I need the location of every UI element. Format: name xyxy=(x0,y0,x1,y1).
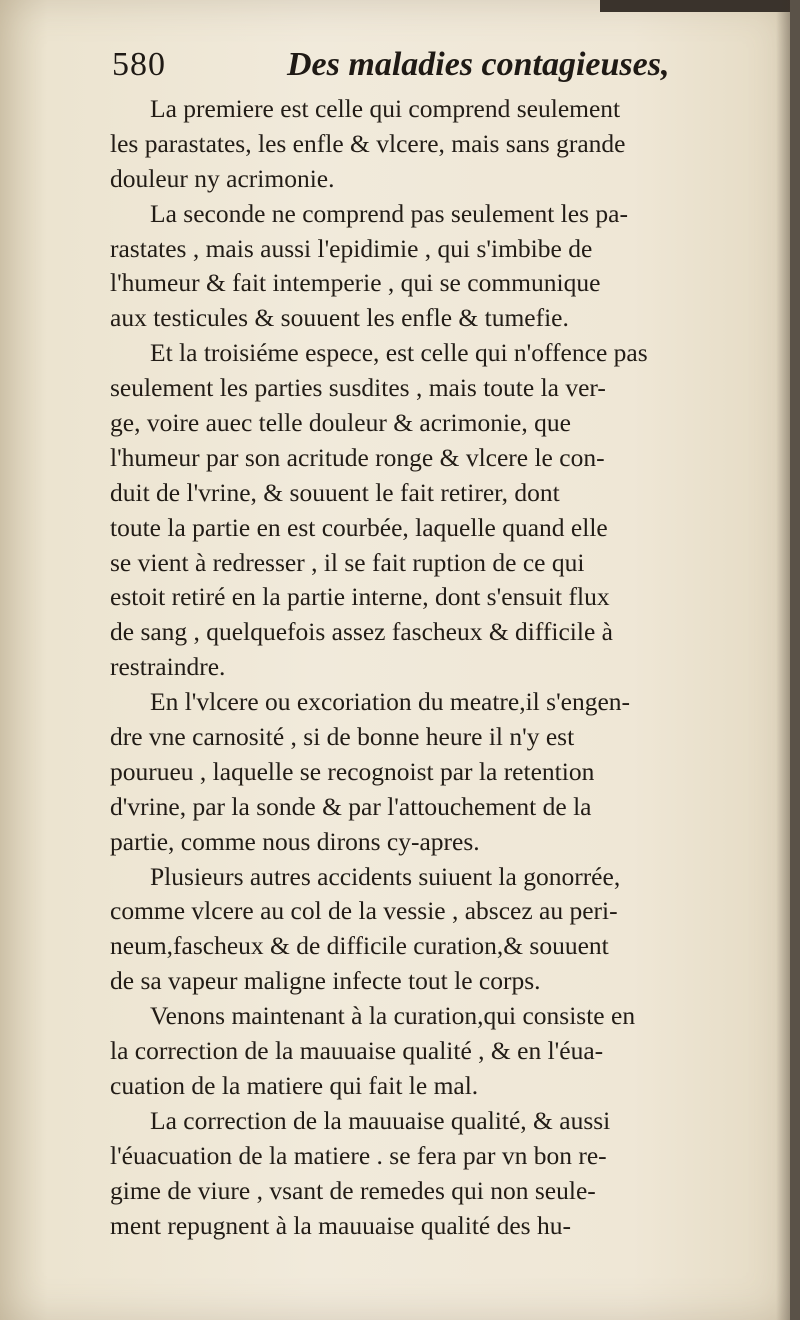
text-line: les parastates, les enfle & vlcere, mais sans grande xyxy=(110,128,626,158)
text-line: estoit retiré en la partie interne, dont s'ensuit flux xyxy=(110,582,610,612)
text-line: l'humeur & fait intemperie , qui se communique xyxy=(110,268,601,298)
text-line: aux testicules & souuent les enfle & tumefie. xyxy=(110,303,569,333)
page-header xyxy=(112,46,772,96)
text-line: rastates , mais aussi l'epidimie , qui s'imbibe de xyxy=(110,233,593,263)
text-line: de sa vapeur maligne infecte tout le corps. xyxy=(110,966,541,996)
text-line: toute la partie en est courbée, laquelle quand elle xyxy=(110,512,608,542)
text-line: cuation de la matiere qui fait le mal. xyxy=(110,1070,479,1100)
text-line: douleur ny acrimonie. xyxy=(110,163,335,193)
text-line: neum,fascheux & de difficile curation,& souuent xyxy=(110,931,609,961)
text-line: pourueu , laquelle se recognoist par la retention xyxy=(110,756,595,786)
text-line: partie, comme nous dirons cy-apres. xyxy=(110,826,480,856)
text-line: comme vlcere au col de la vessie , abscez au peri- xyxy=(110,896,618,926)
text-line: La seconde ne comprend pas seulement les pa- xyxy=(150,198,628,228)
text-line: ge, voire auec telle douleur & acrimonie, que xyxy=(110,408,571,438)
text-line: Et la troisiéme espece, est celle qui n'offence pas xyxy=(150,338,648,368)
text-line: la correction de la mauuaise qualité , & en l'éua- xyxy=(110,1036,604,1066)
running-head: Des maladies contagieuses, xyxy=(287,46,670,83)
text-line: En l'vlcere ou excoriation du meatre,il s'engen- xyxy=(150,687,631,717)
text-line: La correction de la mauuaise qualité, & aussi xyxy=(150,1105,611,1135)
text-line: Plusieurs autres accidents suiuent la gonorrée, xyxy=(150,861,621,891)
text-line: seulement les parties susdites , mais toute la ver- xyxy=(110,373,606,403)
text-line: duit de l'vrine, & souuent le fait retirer, dont xyxy=(110,477,560,507)
page-edge-shadow xyxy=(600,0,790,12)
page-number: 580 xyxy=(112,46,166,83)
body-text xyxy=(110,92,782,1243)
text-line: La premiere est celle qui comprend seulement xyxy=(150,94,621,123)
text-line: l'éuacuation de la matiere . se fera par vn bon re- xyxy=(110,1140,607,1170)
text-line: d'vrine, par la sonde & par l'attouchement de la xyxy=(110,791,592,821)
text-line: se vient à redresser , il se fait ruption de ce qui xyxy=(110,547,585,577)
text-line: restraindre. xyxy=(110,652,226,682)
text-line: Venons maintenant à la curation,qui consiste en xyxy=(150,1001,636,1031)
text-line: gime de viure , vsant de remedes qui non seule- xyxy=(110,1175,596,1205)
text-line: de sang , quelquefois assez fascheux & difficile à xyxy=(110,617,613,647)
text-line: dre vne carnosité , si de bonne heure il n'y est xyxy=(110,722,575,752)
text-line: ment repugnent à la mauuaise qualité des hu- xyxy=(110,1210,571,1240)
text-line: l'humeur par son acritude ronge & vlcere le con- xyxy=(110,442,605,472)
